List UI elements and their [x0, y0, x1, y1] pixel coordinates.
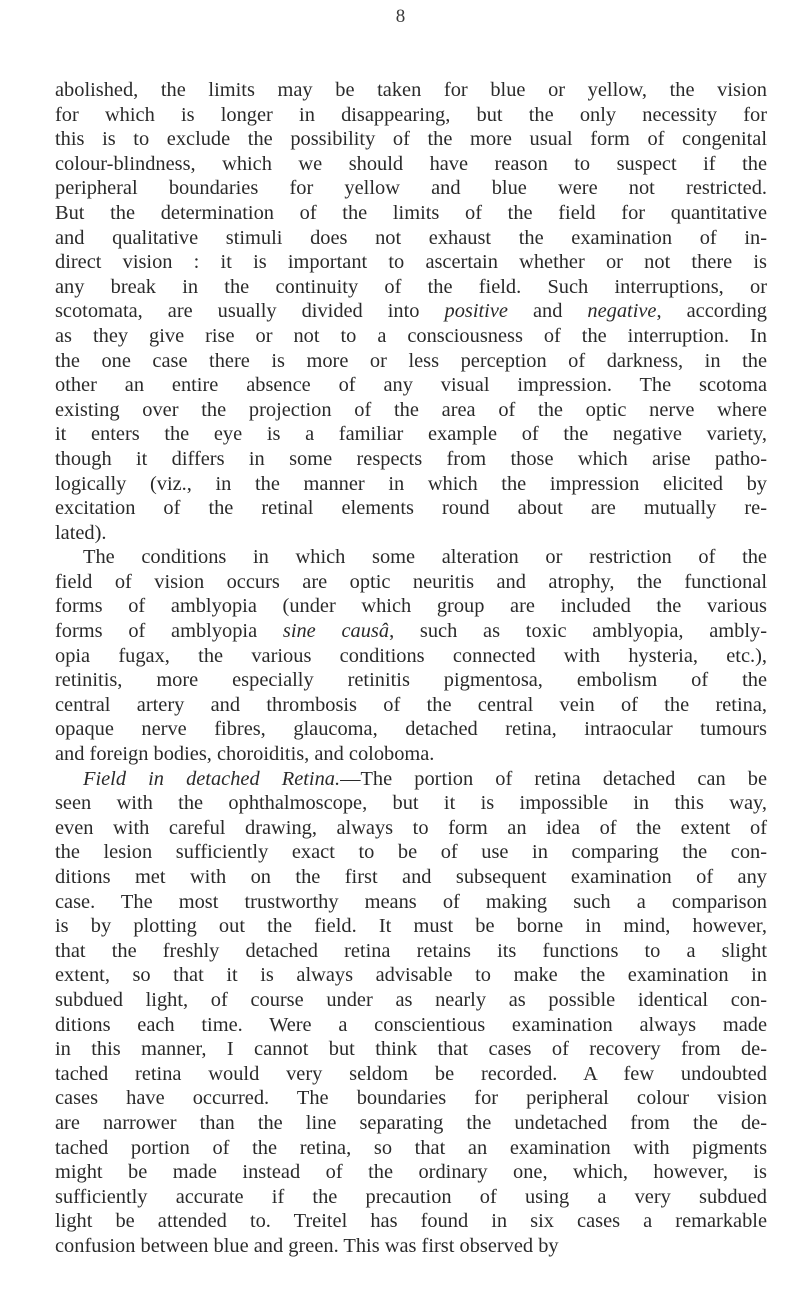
text-line: logically (viz., in the manner in which the impression elicited by: [55, 472, 767, 495]
text-line: existing over the projection of the area of the optic nerve where: [55, 398, 767, 421]
text-line: extent, so that it is always advisable to make the examination in: [55, 964, 767, 987]
text-line: excitation of the retinal elements round about are mutually re-: [55, 497, 767, 520]
text-line: colour-blindness, which we should have reason to suspect if the: [55, 152, 767, 175]
text-line: scotomata, are usually divided into positive and negative, according: [55, 300, 767, 323]
text-line: and foreign bodies, choroiditis, and coloboma.: [55, 743, 435, 766]
text-line: tached portion of the retina, so that an examination with pigments: [55, 1136, 767, 1159]
text-line: it enters the eye is a familiar example of the negative variety,: [55, 423, 767, 446]
text-line: sufficiently accurate if the precaution of using a very subdued: [55, 1185, 767, 1208]
text-line: and qualitative stimuli does not exhaust the examination of in-: [55, 226, 767, 249]
text-line: the one case there is more or less perception of darkness, in the: [55, 349, 767, 372]
text-line: ditions met with on the first and subsequent examination of any: [55, 866, 767, 888]
text-line: lated).: [55, 521, 107, 544]
text-line: The conditions in which some alteration or restriction of the: [83, 546, 767, 569]
text-line: light be attended to. Treitel has found in six cases a remarkable: [55, 1210, 767, 1233]
page-number: 8: [395, 6, 406, 27]
text-line: cases have occurred. The boundaries for peripheral colour vision: [55, 1087, 767, 1110]
text-line: opia fugax, the various conditions connected with hysteria, etc.),: [55, 644, 767, 667]
text-line: are narrower than the line separating the undetached from the de-: [55, 1111, 767, 1134]
text-line: for which is longer in disappearing, but the only necessity for: [55, 103, 767, 126]
text-line: confusion between blue and green. This was first observed by: [55, 1234, 559, 1257]
text-line: other an entire absence of any visual impression. The scotoma: [55, 374, 767, 397]
text-line: opaque nerve fibres, glaucoma, detached retina, intraocular tumours: [55, 718, 767, 741]
paragraph: [55, 78, 767, 545]
text-line: forms of amblyopia sine causâ, such as toxic amblyopia, ambly-: [55, 620, 767, 643]
text-line: any break in the continuity of the field. Such interruptions, or: [55, 275, 767, 298]
text-line: peripheral boundaries for yellow and blue were not restricted.: [55, 177, 767, 200]
text-line: subdued light, of course under as nearly as possible identical con-: [55, 988, 767, 1011]
text-line: direct vision : it is important to ascertain whether or not there is: [55, 251, 767, 274]
text-line: the lesion sufficiently exact to be of use in comparing the con-: [55, 841, 767, 864]
text-line: is by plotting out the field. It must be borne in mind, however,: [55, 915, 767, 938]
text-line: But the determination of the limits of the field for quantitative: [55, 201, 767, 224]
text-line: even with careful drawing, always to form an idea of the extent of: [55, 816, 767, 839]
text-line: forms of amblyopia (under which group are included the various: [55, 595, 767, 618]
text-line: abolished, the limits may be taken for blue or yellow, the vision: [55, 79, 767, 101]
text-line: central artery and thrombosis of the central vein of the retina,: [55, 693, 767, 716]
text-line: seen with the ophthalmoscope, but it is impossible in this way,: [55, 792, 767, 815]
text-line: that the freshly detached retina retains its functions to a slight: [55, 939, 767, 962]
body-text: [55, 78, 767, 1259]
text-line: tached retina would very seldom be recorded. A few undoubted: [55, 1062, 767, 1085]
text-line: though it differs in some respects from those which arise patho-: [55, 447, 767, 470]
text-line: ditions each time. Were a conscientious examination always made: [55, 1013, 767, 1036]
paragraph: [55, 767, 767, 1259]
text-line: this is to exclude the possibility of the more usual form of congenital: [55, 128, 767, 151]
paragraph: [55, 545, 767, 766]
text-line: in this manner, I cannot but think that cases of recovery from de-: [55, 1038, 767, 1061]
text-line: case. The most trustworthy means of making such a comparison: [55, 890, 767, 913]
text-line: as they give rise or not to a consciousness of the interruption. In: [55, 324, 767, 347]
text-line: Field in detached Retina.—The portion of retina detached can be: [83, 767, 767, 790]
text-line: might be made instead of the ordinary one, which, however, is: [55, 1161, 767, 1184]
text-line: field of vision occurs are optic neuritis and atrophy, the functional: [55, 570, 767, 593]
text-line: retinitis, more especially retinitis pigmentosa, embolism of the: [55, 669, 767, 692]
